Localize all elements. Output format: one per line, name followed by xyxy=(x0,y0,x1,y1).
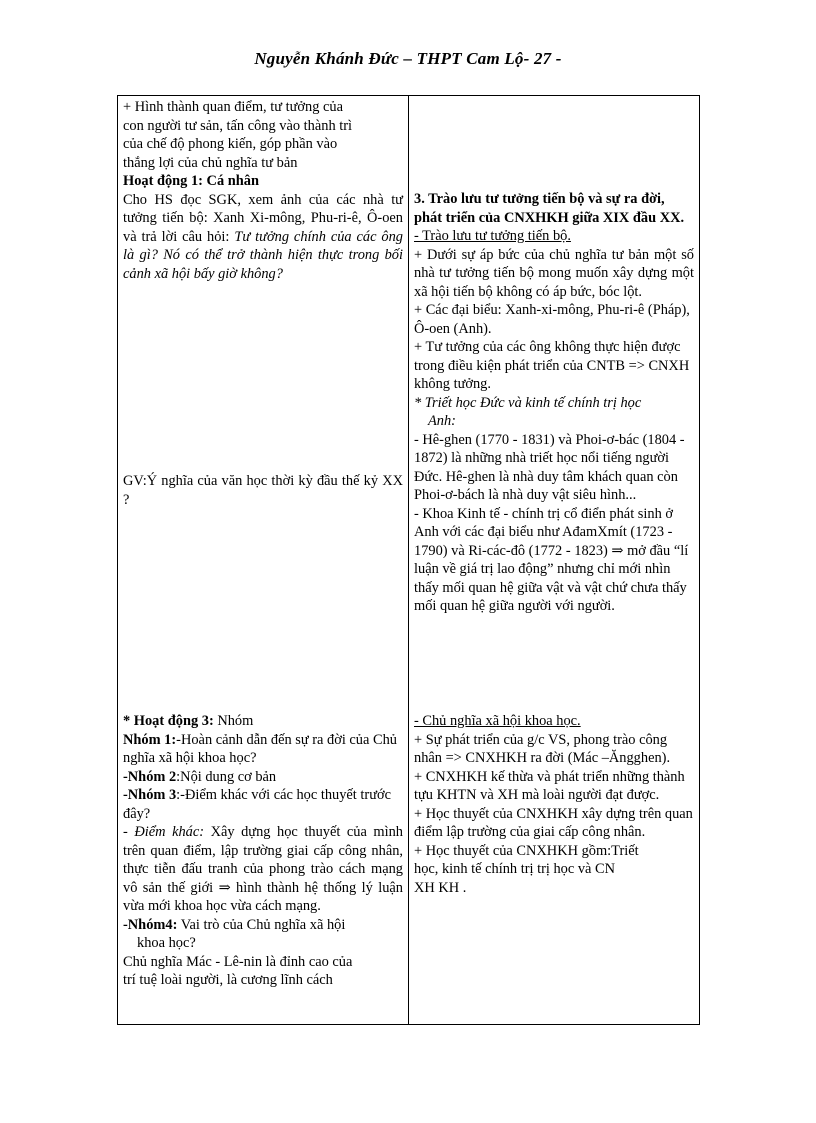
group-1 xyxy=(123,731,403,768)
difference-label: - Điểm khác: xyxy=(123,824,205,840)
group-4-text: Vai trò của Chủ nghĩa xã hội xyxy=(177,916,346,933)
economics-point: - Khoa Kinh tế - chính trị cổ điển phát sinh ở Anh với các đại biểu như AđamXmít (1723 - 1790) và Ri-các-đô (1772 - 1823) ⇒ mở đầu “lí luận về giá trị lao động” nhưng chỉ mới nhìn thấy mối quan hệ giữa vật và vật chứ chưa thấy mối quan hệ giữa người với người. xyxy=(414,505,689,614)
difference-text: Xây dựng học thuyết của mình trên quan điểm, lập trường giai cấp công nhân, thực tiễn đấu tranh của phong trào cách mạng vô sản thế giới ⇒ hình thành hệ thống lý luận vừa mới khoa học vừa cách mạng. xyxy=(123,824,403,914)
group-3-text: :-Điểm khác với các học thuyết trước đây? xyxy=(123,787,391,822)
components-line-1: + Học thuyết của CNXHKH gồm:Triết xyxy=(414,842,639,859)
group-2-label: -Nhóm 2 xyxy=(123,768,177,785)
section-3-title: 3. Trào lưu tư tưởng tiến bộ và sự ra đời, phát triển của CNXHKH giữa XIX đầu XX. xyxy=(414,191,685,226)
activity-1-instruction: Cho HS đọc SGK, xem ảnh của các nhà tư tưởng tiến bộ: Xanh Xi-mông, Phu-ri-ê, Ô-oen và trả lời câu hỏi: xyxy=(123,191,403,245)
difference-point xyxy=(123,823,403,916)
philosophy-heading: * Triết học Đức và kinh tế chính trị học xyxy=(414,394,642,411)
intro-line-1: + Hình thành quan điểm, tư tưởng của xyxy=(123,99,343,115)
standpoint-point: + Học thuyết của CNXHKH xây dựng trên quan điểm lập trường của giai cấp công nhân. xyxy=(414,805,693,840)
components-line-2: học, kinh tế chính trị trị học và CN xyxy=(414,861,616,877)
intro-line-4: thắng lợi của chủ nghĩa tư bản xyxy=(123,154,298,171)
group-4-text-cont: khoa học? xyxy=(137,935,196,951)
scientific-socialism-heading: - Chủ nghĩa xã hội khoa học. xyxy=(414,713,581,729)
left-column xyxy=(123,96,403,1024)
activity-3-label: * Hoạt động 3: xyxy=(123,713,214,729)
representatives-point: + Các đại biểu: Xanh-xi-mông, Phu-ri-ê (Pháp), Ô-oen (Anh). xyxy=(414,302,690,337)
activity-1-text xyxy=(123,191,403,284)
oppression-point: + Dưới sự áp bức của chủ nghĩa tư bản một số nhà tư tưởng tiến bộ mong muốn xây dựng một xã hội tiến bộ không có áp bức, bóc lột. xyxy=(414,246,694,300)
utopian-point: + Tư tưởng của các ông không thực hiện được trong điều kiện phát triển của CNTB => CNXH không tưởng. xyxy=(414,339,690,392)
marx-line-1: Chủ nghĩa Mác - Lê-nin là đỉnh cao của xyxy=(123,953,353,970)
activity-3-block xyxy=(123,712,403,990)
activity-1-question: Tư tưởng chính của các ông là gì? Nó có thể trở thành hiện thực trong bối cảnh xã hội bấy giờ không? xyxy=(123,228,403,282)
proletariat-point: + Sự phát triển của g/c VS, phong trào công nhân => CNXHKH ra đời (Mác –Ăngghen). xyxy=(414,731,671,766)
column-divider xyxy=(408,96,409,1024)
marx-line-2: trí tuệ loài người, là cương lĩnh cách xyxy=(123,972,333,988)
hegel-point: - Hê-ghen (1770 - 1831) và Phoi-ơ-bác (1804 - 1872) là những nhà triết học nổi tiếng người Đức. Hê-ghen là nhà duy tâm khách quan còn Phoi-ơ-bách là nhà duy vật siêu hình... xyxy=(414,431,685,503)
group-3 xyxy=(123,786,403,823)
intro-line-2: con người tư sản, tấn công vào thành trì xyxy=(123,117,353,134)
section-3-block xyxy=(414,190,694,616)
philosophy-heading-cont: Anh: xyxy=(428,413,456,429)
right-column xyxy=(414,96,694,1024)
group-3-label: -Nhóm 3 xyxy=(123,787,177,803)
group-4 xyxy=(123,916,403,935)
activity-1-title: Hoạt động 1: Cá nhân xyxy=(123,173,259,189)
group-4-label: -Nhóm4: xyxy=(123,916,178,933)
components-line-3: XH KH . xyxy=(414,879,467,896)
gv-question: GV:Ý nghĩa của văn học thời kỳ đầu thế kỷ XX ? xyxy=(123,473,403,508)
lesson-table xyxy=(117,95,700,1025)
scientific-socialism-block xyxy=(414,712,694,897)
activity-3-title xyxy=(123,712,403,731)
activity-1-block xyxy=(123,172,403,283)
intro-line-3: của chế độ phong kiến, góp phần vào xyxy=(123,136,338,152)
page-header: Nguyễn Khánh Đức – THPT Cam Lộ- 27 - xyxy=(254,49,562,68)
intro-block xyxy=(123,98,403,172)
progressive-thought-heading: - Trào lưu tư tưởng tiến bộ. xyxy=(414,228,571,244)
group-2-text: :Nội dung cơ bản xyxy=(176,768,277,785)
group-1-text: -Hoàn cảnh dẫn đến sự ra đời của Chủ nghĩa xã hội khoa học? xyxy=(123,731,397,766)
inheritance-point: + CNXHKH kế thừa và phát triển những thành tựu KHTN và XH mà loài người đạt được. xyxy=(414,768,685,803)
group-2 xyxy=(123,768,403,787)
group-1-label: Nhóm 1: xyxy=(123,731,177,748)
activity-3-mode: Nhóm xyxy=(213,713,254,729)
